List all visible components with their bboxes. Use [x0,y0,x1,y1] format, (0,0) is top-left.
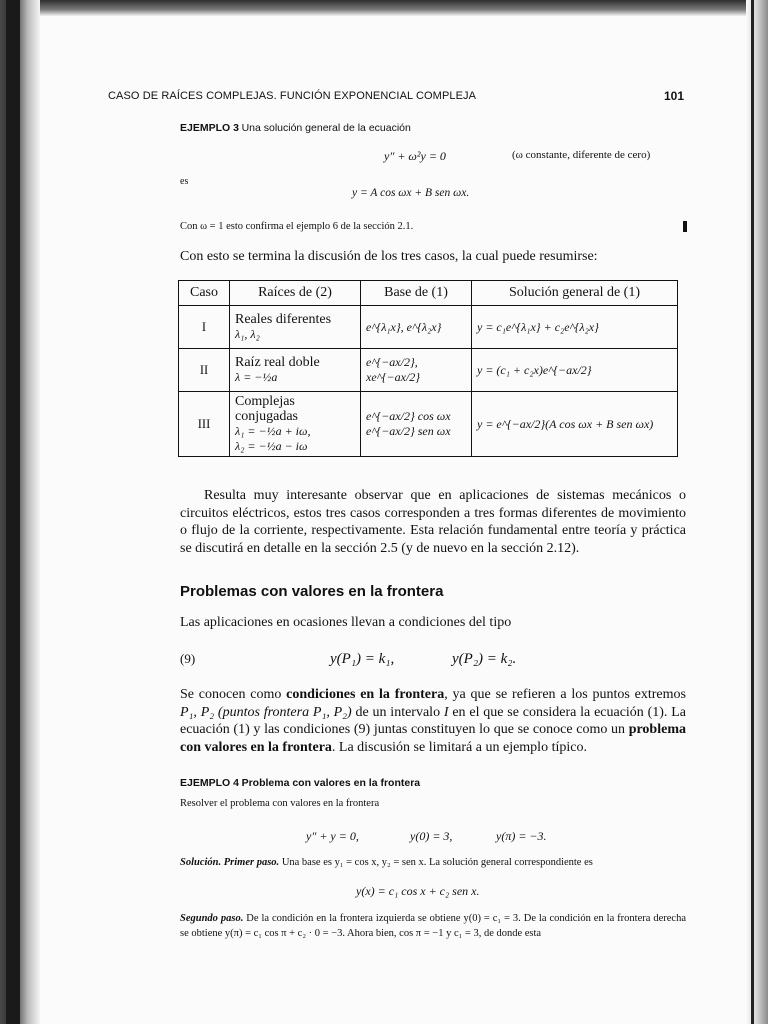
example4-step1 [180,855,686,870]
paragraph-boundary-conditions [180,686,686,756]
basis-formula: e^{−ax/2} sen ωx [366,424,451,438]
example3-intro: Una solución general de la ecuación [241,122,411,134]
table-row [179,392,678,457]
page-border-line [751,0,754,1024]
basis-cell [361,349,472,392]
roots-label: Complejas conjugadas [235,394,298,424]
running-header: CASO DE RAÍCES COMPLEJAS. FUNCIÓN EXPONENCIAL COMPLEJA [108,90,477,102]
example4-heading [180,777,420,789]
interval-symbol: I [443,704,449,720]
example4-condition-right: y(π) = −3. [496,829,547,843]
basis-cell [361,306,472,349]
step1-label: Solución. Primer paso. [180,857,280,868]
solution-formula: y = c₁e^{λ₁x} + c₂e^{λ₂x} [477,319,599,334]
case-cell: III [179,392,230,457]
step1-text: Una base es y₁ = cos x, y₂ = sen x. La solución general correspondiente es [279,857,593,868]
roots-formula: λ₁ = −½a + iω, [235,424,311,438]
example3-es: es [180,176,189,187]
term-boundary-conditions: condiciones en la frontera [286,687,445,702]
roots-label: Reales diferentes [235,312,332,327]
example3-condition: (ω constante, diferente de cero) [512,149,651,161]
text-span: . La discusión se limitará a un ejemplo típico. [331,739,587,755]
example4-condition-left: y(0) = 3, [410,829,453,843]
table-header-row [179,281,678,306]
text-span: de un intervalo [351,704,444,720]
roots-formula: λ = −½a [235,370,278,384]
roots-cell [230,306,361,349]
basis-cell [361,392,472,457]
solution-formula: y = (c₁ + c₂x)e^{−ax/2} [477,362,592,377]
scan-right-edge [746,0,768,1024]
step2-text: De la condición en la frontera izquierda se obtiene y(0) = c₁ = 3. De la condición en la frontera derecha se obtiene y(π) = c₁ cos π + c₂ · 0 = −3. Ahora bien, cos π = −1 y c₁ = 3, de donde esta [180,913,686,939]
scan-top-edge [0,0,768,16]
table-row [179,306,678,349]
case-cell: II [179,349,230,392]
basis-formula: e^{−ax/2}, xe^{−ax/2} [366,355,421,384]
example3-note: Con ω = 1 esto confirma el ejemplo 6 de la sección 2.1. [180,221,414,232]
text-span: Se conocen como [180,687,287,702]
solution-cell [472,306,678,349]
example4-subtitle: Problema con valores en la frontera [241,777,421,789]
example3-equation: y″ + ω²y = 0 [384,149,446,163]
example4-general-solution: y(x) = c₁ cos x + c₂ sen x. [356,884,480,898]
text-span: en el que se considera la ecuación (1). La ecuación (1) y las condiciones (9) juntas constituyen lo que se conoce como un [180,704,686,737]
example4-equation: y″ + y = 0, [306,829,359,843]
term-boundary-points: P₁, P₂ (puntos frontera P₁, P₂) [180,704,352,720]
roots-cell [230,349,361,392]
roots-cell [230,392,361,457]
basis-formula: e^{−ax/2} cos ωx [366,409,451,423]
equation-number: (9) [180,651,196,666]
table-row [179,349,678,392]
text-span: , ya que se refieren a los puntos extremos [444,687,686,702]
term-boundary-value-problem: problema con valores en la frontera [180,722,686,755]
section-intro: Las aplicaciones en ocasiones llevan a condiciones del tipo [180,615,512,630]
table-header-cell: Caso [179,281,230,306]
equation-9-right: y(P₂) = k₂. [452,651,517,667]
step2-label: Segundo paso. [180,913,244,924]
equation-9-left: y(P₁) = k₁, [330,651,395,667]
table-header-cell: Base de (1) [361,281,472,306]
cases-table [178,280,678,457]
case-cell: I [179,306,230,349]
solution-cell [472,349,678,392]
table-header-cell: Solución general de (1) [472,281,678,306]
basis-formula: e^{λ₁x}, e^{λ₂x} [366,319,442,334]
page-number: 101 [664,89,685,103]
table-header-cell: Raíces de (2) [230,281,361,306]
paragraph-applications: Resulta muy interesante observar que en aplicaciones de sistemas mecánicos o circuitos eléctricos, estos tres casos corresponden a tres formas diferentes de movimiento o flujo de la corriente, respectivamente. Esta relación fundamental entre teoría y práctica se discutirá en detalle en la sección 2.5 (y de nuevo en la sección 2.12). [180,488,686,556]
roots-formula: λ₂ = −½a − iω [235,439,308,453]
solution-cell [472,392,678,457]
end-of-example-mark [683,221,687,232]
example4-title: EJEMPLO 4 [180,777,239,789]
roots-formula: λ₁, λ₂ [235,327,260,341]
example3-title: EJEMPLO 3 [180,122,239,134]
example3-solution: y = A cos ωx + B sen ωx. [352,187,470,199]
section-title: Problemas con valores en la frontera [180,583,444,600]
example4-intro: Resolver el problema con valores en la frontera [180,798,380,809]
example3-heading [180,122,411,134]
example4-step2 [180,911,686,941]
solution-formula: y = e^{−ax/2}(A cos ωx + B sen ωx) [477,416,654,431]
summary-intro: Con esto se termina la discusión de los tres casos, la cual puede resumirse: [180,249,598,264]
roots-label: Raíz real doble [235,355,320,370]
book-spine-shadow [6,0,20,1024]
